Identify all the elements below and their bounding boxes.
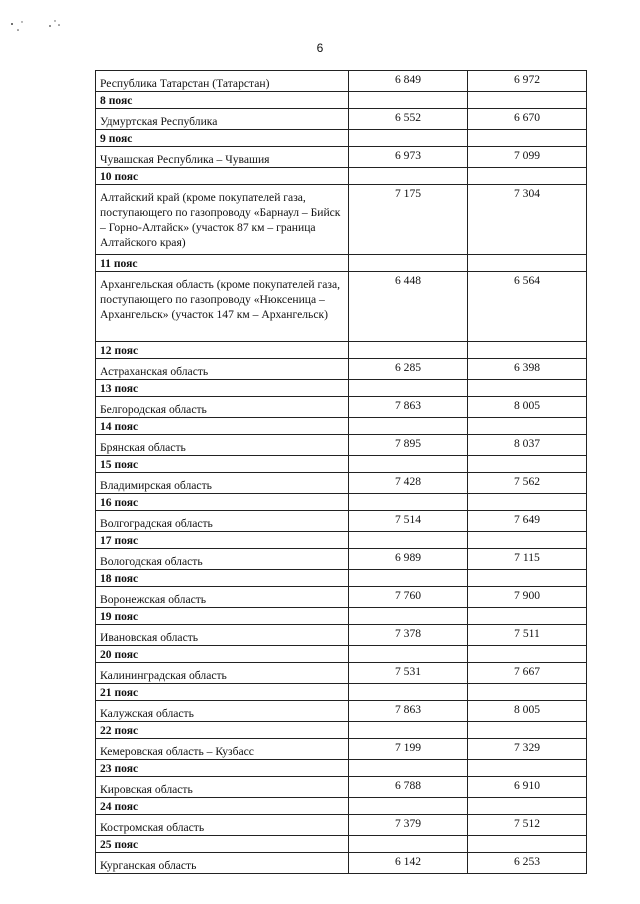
price-value-2: 8 005 [468,397,587,418]
price-value-1: 6 142 [349,853,468,874]
zone-row [96,494,587,511]
zone-empty-cell-2 [468,532,587,549]
zone-row [96,130,587,147]
price-value-2: 7 511 [468,625,587,646]
region-name: Удмуртская Республика [96,109,349,130]
table-row [96,359,587,380]
region-name: Костромская область [96,815,349,836]
zone-label: 15 пояс [96,456,349,473]
zone-empty-cell-2 [468,418,587,435]
zone-empty-cell-2 [468,456,587,473]
price-value-2: 7 649 [468,511,587,532]
zone-label: 8 пояс [96,92,349,109]
zone-row [96,532,587,549]
table-row [96,272,587,342]
zone-empty-cell-1 [349,646,468,663]
price-value-1: 7 514 [349,511,468,532]
zone-row [96,722,587,739]
zone-empty-cell-1 [349,532,468,549]
region-name: Белгородская область [96,397,349,418]
zone-label: 13 пояс [96,380,349,397]
table-row [96,777,587,798]
price-value-1: 7 531 [349,663,468,684]
zone-label: 19 пояс [96,608,349,625]
zone-empty-cell-2 [468,608,587,625]
zone-row [96,760,587,777]
zone-empty-cell-2 [468,722,587,739]
zone-empty-cell-1 [349,342,468,359]
price-value-2: 7 115 [468,549,587,570]
price-value-1: 7 895 [349,435,468,456]
price-value-2: 6 398 [468,359,587,380]
zone-empty-cell-2 [468,255,587,272]
zone-empty-cell-2 [468,570,587,587]
table-row [96,435,587,456]
zone-row [96,570,587,587]
zone-row [96,342,587,359]
zone-empty-cell-2 [468,798,587,815]
zone-empty-cell-1 [349,418,468,435]
price-value-2: 6 564 [468,272,587,342]
region-name: Чувашская Республика – Чувашия [96,147,349,168]
page-number: 6 [316,41,324,55]
zone-empty-cell-1 [349,92,468,109]
zone-empty-cell-1 [349,570,468,587]
zone-label: 25 пояс [96,836,349,853]
price-value-1: 6 285 [349,359,468,380]
zone-row [96,456,587,473]
zone-empty-cell-2 [468,760,587,777]
price-value-1: 7 378 [349,625,468,646]
region-name: Владимирская область [96,473,349,494]
price-value-1: 6 448 [349,272,468,342]
table-row [96,185,587,255]
zone-label: 12 пояс [96,342,349,359]
price-value-1: 6 849 [349,71,468,92]
zone-empty-cell-1 [349,130,468,147]
price-value-1: 6 989 [349,549,468,570]
region-name: Алтайский край (кроме покупателей газа, поступающего по газопроводу «Барнаул – Бийск – Горно-Алтайск» (участок 87 км – граница Алтайского края) [96,185,349,255]
table-row [96,701,587,722]
tariff-table [95,70,587,874]
table-row [96,663,587,684]
zone-empty-cell-2 [468,836,587,853]
price-value-2: 7 562 [468,473,587,494]
zone-row [96,168,587,185]
zone-label: 24 пояс [96,798,349,815]
table-row [96,473,587,494]
zone-label: 16 пояс [96,494,349,511]
zone-empty-cell-2 [468,130,587,147]
price-value-1: 6 973 [349,147,468,168]
region-name: Астраханская область [96,359,349,380]
zone-empty-cell-1 [349,836,468,853]
zone-label: 11 пояс [96,255,349,272]
zone-row [96,646,587,663]
table-body [96,71,587,874]
region-name: Архангельская область (кроме покупателей газа, поступающего по газопроводу «Нюксеница – Архангельск» (участок 147 км – Архангельск) [96,272,349,342]
zone-row [96,798,587,815]
zone-empty-cell-1 [349,684,468,701]
price-value-1: 7 199 [349,739,468,760]
region-name: Курганская область [96,853,349,874]
zone-empty-cell-1 [349,456,468,473]
zone-row [96,684,587,701]
price-value-1: 7 379 [349,815,468,836]
table-row [96,625,587,646]
region-name: Калининградская область [96,663,349,684]
zone-label: 22 пояс [96,722,349,739]
zone-empty-cell-2 [468,494,587,511]
table-row [96,397,587,418]
region-name: Кемеровская область – Кузбасс [96,739,349,760]
zone-empty-cell-2 [468,342,587,359]
zone-empty-cell-1 [349,798,468,815]
price-value-2: 7 304 [468,185,587,255]
region-name: Вологодская область [96,549,349,570]
price-value-1: 7 760 [349,587,468,608]
zone-label: 23 пояс [96,760,349,777]
zone-label: 17 пояс [96,532,349,549]
zone-empty-cell-2 [468,168,587,185]
price-value-2: 6 972 [468,71,587,92]
zone-row [96,380,587,397]
zone-label: 9 пояс [96,130,349,147]
region-name: Калужская область [96,701,349,722]
zone-empty-cell-1 [349,608,468,625]
zone-label: 14 пояс [96,418,349,435]
price-value-2: 6 253 [468,853,587,874]
price-value-1: 6 788 [349,777,468,798]
region-name: Республика Татарстан (Татарстан) [96,71,349,92]
zone-empty-cell-2 [468,92,587,109]
zone-row [96,418,587,435]
price-value-2: 7 512 [468,815,587,836]
region-name: Ивановская область [96,625,349,646]
region-name: Волгоградская область [96,511,349,532]
table-row [96,549,587,570]
region-name: Воронежская область [96,587,349,608]
table-row [96,739,587,760]
region-name: Кировская область [96,777,349,798]
zone-label: 10 пояс [96,168,349,185]
price-value-2: 7 099 [468,147,587,168]
table-row [96,587,587,608]
price-value-2: 6 910 [468,777,587,798]
zone-row [96,836,587,853]
zone-empty-cell-1 [349,168,468,185]
zone-empty-cell-1 [349,380,468,397]
zone-empty-cell-2 [468,684,587,701]
price-value-1: 7 428 [349,473,468,494]
table-row [96,853,587,874]
zone-label: 18 пояс [96,570,349,587]
zone-empty-cell-1 [349,255,468,272]
price-value-1: 6 552 [349,109,468,130]
table-row [96,511,587,532]
price-value-2: 8 005 [468,701,587,722]
zone-empty-cell-1 [349,494,468,511]
region-name: Брянская область [96,435,349,456]
zone-row [96,255,587,272]
price-value-2: 7 667 [468,663,587,684]
table-row [96,109,587,130]
zone-empty-cell-1 [349,722,468,739]
price-value-2: 7 900 [468,587,587,608]
zone-row [96,608,587,625]
zone-row [96,92,587,109]
zone-label: 20 пояс [96,646,349,663]
zone-empty-cell-2 [468,380,587,397]
price-value-2: 8 037 [468,435,587,456]
price-value-1: 7 863 [349,397,468,418]
price-value-1: 7 175 [349,185,468,255]
table-row [96,147,587,168]
price-value-2: 6 670 [468,109,587,130]
price-value-2: 7 329 [468,739,587,760]
zone-empty-cell-1 [349,760,468,777]
table-row [96,815,587,836]
price-value-1: 7 863 [349,701,468,722]
zone-label: 21 пояс [96,684,349,701]
scan-specks [8,10,68,40]
zone-empty-cell-2 [468,646,587,663]
table-row [96,71,587,92]
